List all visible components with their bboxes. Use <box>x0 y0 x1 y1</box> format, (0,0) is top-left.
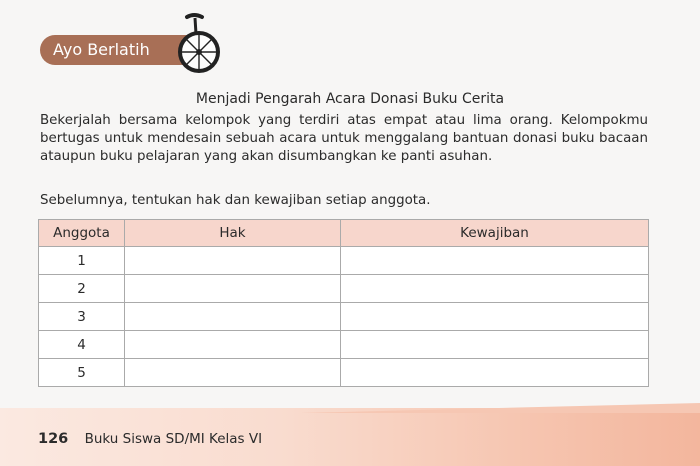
header-anggota: Anggota <box>39 220 125 247</box>
anggota-cell: 4 <box>39 331 125 359</box>
table-instruction: Sebelumnya, tentukan hak dan kewajiban setiap anggota. <box>40 193 431 208</box>
table-header-row <box>39 220 649 247</box>
table-row <box>39 247 649 275</box>
page-footer <box>38 430 262 448</box>
badge-label: Ayo Berlatih <box>53 40 150 59</box>
footer-band-edge <box>300 403 700 413</box>
anggota-cell: 2 <box>39 275 125 303</box>
anggota-cell: 1 <box>39 247 125 275</box>
table-row <box>39 303 649 331</box>
hak-cell <box>125 303 341 331</box>
kewajiban-cell <box>341 359 649 387</box>
hak-cell <box>125 247 341 275</box>
kewajiban-cell <box>341 275 649 303</box>
anggota-cell: 3 <box>39 303 125 331</box>
rights-duties-table <box>38 219 649 387</box>
instructions-paragraph: Bekerjalah bersama kelompok yang terdiri atas empat atau lima orang. Kelompokmu bertugas untuk mendesain sebuah acara untuk menggalang bantuan donasi buku bacaan ataupun buku pelajaran yang akan disumbangkan ke panti asuhan. <box>40 113 648 165</box>
table-row <box>39 359 649 387</box>
kewajiban-cell <box>341 303 649 331</box>
activity-title: Menjadi Pengarah Acara Donasi Buku Cerita <box>195 91 505 107</box>
kewajiban-cell <box>341 331 649 359</box>
anggota-cell: 5 <box>39 359 125 387</box>
unicycle-icon <box>170 12 228 74</box>
hak-cell <box>125 331 341 359</box>
hak-cell <box>125 275 341 303</box>
header-kewajiban: Kewajiban <box>341 220 649 247</box>
kewajiban-cell <box>341 247 649 275</box>
table-row <box>39 275 649 303</box>
header-hak: Hak <box>125 220 341 247</box>
book-title: Buku Siswa SD/MI Kelas VI <box>84 431 263 447</box>
hak-cell <box>125 359 341 387</box>
table-row <box>39 331 649 359</box>
page-number: 126 <box>38 431 69 447</box>
